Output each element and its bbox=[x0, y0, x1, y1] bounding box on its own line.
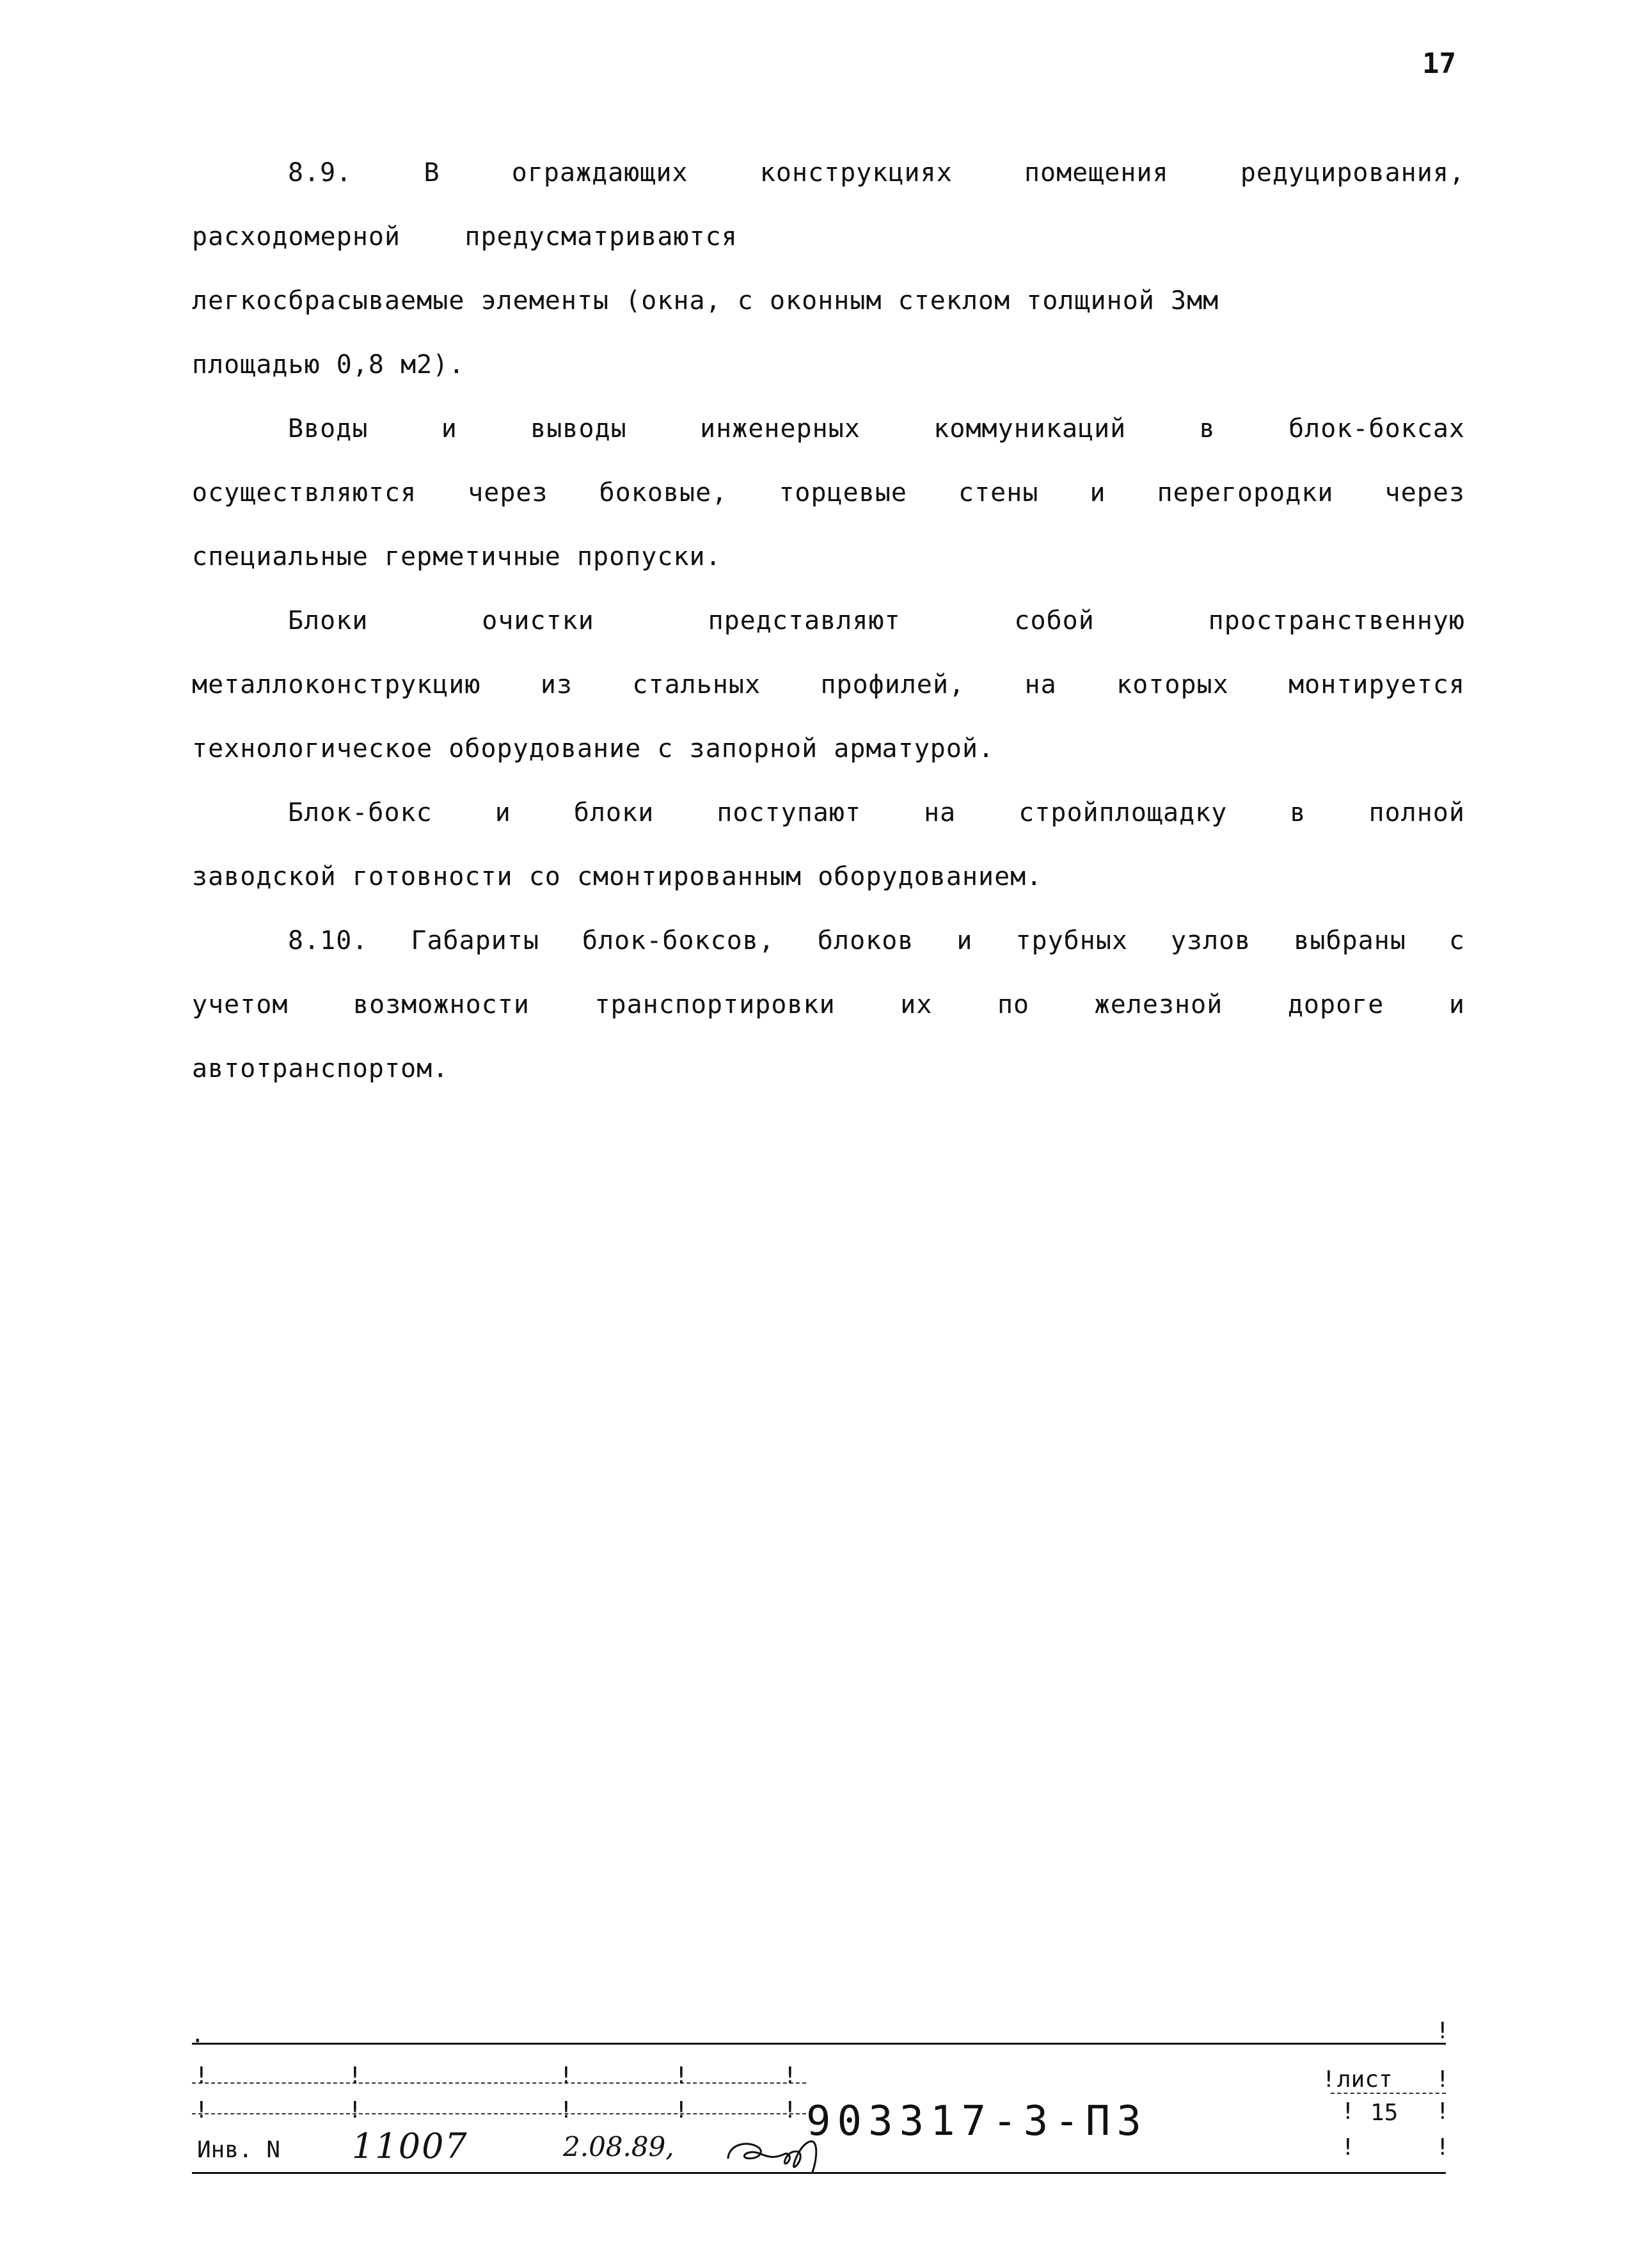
inventory-label: Инв. N bbox=[197, 2137, 281, 2163]
text-word: В bbox=[424, 158, 440, 188]
text-line: технологическое оборудование с запорной арматурой. bbox=[192, 734, 995, 763]
text-word: 8.9. bbox=[288, 158, 353, 188]
text-word: и bbox=[495, 798, 511, 827]
document-code: 903317-3-ПЗ bbox=[806, 2098, 1148, 2145]
stamp-divider: ! bbox=[783, 2063, 797, 2089]
text-word: их bbox=[900, 990, 933, 1019]
text-word: полной bbox=[1368, 798, 1465, 827]
signature-icon bbox=[723, 2125, 832, 2176]
text-word: с bbox=[1448, 926, 1465, 955]
text-word: блок-боксах bbox=[1288, 414, 1465, 443]
text-word: Блок-бокс bbox=[288, 798, 432, 827]
text-line bbox=[192, 397, 1465, 461]
stamp-divider: ! bbox=[559, 2097, 573, 2123]
stamp-divider: ! bbox=[674, 2063, 688, 2089]
text-word: в bbox=[1199, 414, 1216, 443]
text-line: специальные герметичные пропуски. bbox=[192, 542, 722, 571]
text-word: блоков bbox=[817, 926, 914, 955]
stamp-row-rule bbox=[192, 2082, 806, 2084]
text-word: инженерных bbox=[700, 414, 860, 443]
stamp-divider: ! bbox=[348, 2063, 362, 2089]
text-word: через bbox=[1384, 478, 1465, 507]
text-word: ограждающих bbox=[511, 158, 688, 188]
text-word: Блоки bbox=[288, 606, 369, 635]
text-word: выбраны bbox=[1294, 926, 1406, 955]
text-word: через bbox=[468, 478, 548, 507]
text-word: в bbox=[1290, 798, 1306, 827]
sheet-number: 15 bbox=[1370, 2100, 1399, 2126]
text-word: монтируется bbox=[1288, 670, 1465, 699]
text-word: конструкциях bbox=[759, 158, 953, 188]
inventory-number: 11007 bbox=[352, 2126, 468, 2166]
stamp-divider: ! bbox=[1322, 2066, 1336, 2093]
stamp-divider: ! bbox=[1341, 2098, 1355, 2125]
text-word: на bbox=[1024, 670, 1057, 699]
text-word: осуществляются bbox=[192, 478, 417, 507]
text-word: дороге bbox=[1287, 990, 1384, 1019]
text-line bbox=[192, 653, 1465, 717]
text-word: выводы bbox=[530, 414, 627, 443]
text-line: легкосбрасываемые элементы (окна, с оконным стеклом толщиной 3мм bbox=[192, 286, 1219, 315]
text-word: помещения bbox=[1024, 158, 1169, 188]
text-word: возможности bbox=[353, 990, 530, 1019]
text-word: транспортировки bbox=[594, 990, 836, 1019]
stamp-divider: ! bbox=[348, 2097, 362, 2123]
stamp-divider: . bbox=[191, 2022, 205, 2048]
text-word: блоки bbox=[573, 798, 654, 827]
body-text bbox=[192, 141, 1465, 1101]
text-word: которых bbox=[1116, 670, 1229, 699]
text-line bbox=[192, 461, 1465, 525]
text-word: Вводы bbox=[288, 414, 369, 443]
stamp-divider: ! bbox=[1436, 2134, 1450, 2160]
text-word: из bbox=[540, 670, 573, 699]
text-line bbox=[192, 141, 1465, 205]
title-block-stamp bbox=[191, 2018, 1450, 2176]
text-line: автотранспортом. bbox=[192, 1054, 449, 1083]
text-word: и bbox=[1448, 990, 1465, 1019]
text-word: и bbox=[1090, 478, 1106, 507]
stamp-date: 2.08.89, bbox=[563, 2131, 674, 2162]
text-line: расходомерной предусматриваются bbox=[192, 222, 738, 252]
text-word: боковые, bbox=[599, 478, 728, 507]
stamp-sheet-rule bbox=[1331, 2093, 1446, 2094]
text-word: стены bbox=[958, 478, 1039, 507]
text-line bbox=[192, 781, 1465, 845]
text-word: очистки bbox=[482, 606, 594, 635]
stamp-divider: ! bbox=[1436, 2066, 1450, 2093]
stamp-divider: ! bbox=[674, 2097, 688, 2123]
text-word: по bbox=[997, 990, 1030, 1019]
text-word: и bbox=[441, 414, 457, 443]
text-line bbox=[192, 973, 1465, 1037]
text-word: учетом bbox=[192, 990, 289, 1019]
stamp-top-rule bbox=[192, 2043, 1446, 2045]
text-word: стройплощадку bbox=[1019, 798, 1228, 827]
text-word: перегородки bbox=[1157, 478, 1334, 507]
stamp-divider: ! bbox=[783, 2097, 797, 2123]
text-line bbox=[192, 909, 1465, 973]
text-word: блок-боксов, bbox=[582, 926, 775, 955]
stamp-divider: ! bbox=[1436, 2018, 1450, 2044]
text-word: металлоконструкцию bbox=[192, 670, 481, 699]
text-word: Габариты bbox=[411, 926, 540, 955]
text-line: заводской готовности со смонтированным оборудованием. bbox=[192, 862, 1043, 891]
stamp-divider: ! bbox=[194, 2063, 209, 2089]
stamp-divider: ! bbox=[194, 2097, 209, 2123]
text-word: поступают bbox=[717, 798, 862, 827]
text-word: редуцирования, bbox=[1240, 158, 1465, 188]
text-word: профилей, bbox=[820, 670, 965, 699]
text-word: представляют bbox=[708, 606, 901, 635]
stamp-divider: ! bbox=[1341, 2134, 1355, 2160]
text-word: стальных bbox=[632, 670, 761, 699]
sheet-label: лист bbox=[1337, 2066, 1393, 2093]
stamp-divider: ! bbox=[1436, 2098, 1450, 2125]
text-line bbox=[192, 589, 1465, 653]
text-word: и bbox=[956, 926, 973, 955]
stamp-row-rule bbox=[192, 2113, 806, 2114]
stamp-divider: ! bbox=[559, 2063, 573, 2089]
text-line: площадью 0,8 м2). bbox=[192, 350, 465, 379]
page-number: 17 bbox=[1422, 47, 1456, 80]
text-word: торцевые bbox=[779, 478, 907, 507]
text-word: железной bbox=[1094, 990, 1223, 1019]
text-word: трубных bbox=[1015, 926, 1128, 955]
text-word: 8.10. bbox=[288, 926, 369, 955]
text-word: пространственную bbox=[1208, 606, 1465, 635]
text-word: на bbox=[924, 798, 956, 827]
text-word: узлов bbox=[1170, 926, 1251, 955]
text-word: собой bbox=[1014, 606, 1095, 635]
text-word: коммуникаций bbox=[933, 414, 1127, 443]
